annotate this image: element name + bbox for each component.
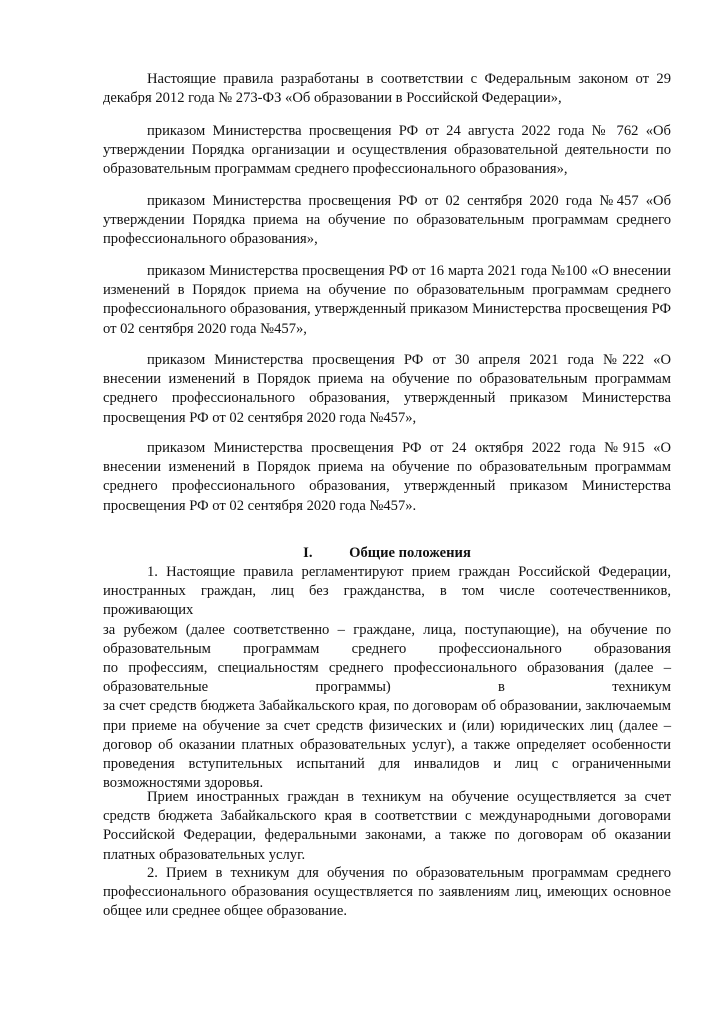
- clause-1-paragraph: [103, 563, 671, 793]
- clause-1-line: при приеме на обучение за счет средств физических и (или) юридических лиц (далее –: [103, 717, 671, 734]
- clause-1-line: 1. Настоящие правила регламентируют прием граждан Российской Федерации,: [147, 564, 671, 580]
- clause-1-line: по профессиям, специальностям среднего профессионального образования (далее –: [103, 660, 671, 677]
- order-paragraph-2: приказом Министерства просвещения РФ от 02 сентября 2020 года №457 «Об утверждении Порядка приема на обучение по образовательным программам среднего профессионального образования»,: [103, 193, 671, 248]
- clause-1-line: договор об оказании платных образовательных услуг), а также определяет особенности: [103, 736, 671, 753]
- intro-paragraph: Настоящие правила разработаны в соответствии с Федеральным законом от 29 декабря 2012 года № 273-ФЗ «Об образовании в Российской Федерации»,: [103, 71, 671, 107]
- clause-1-line: проведения вступительных испытаний для инвалидов и лиц с ограниченными: [103, 756, 671, 773]
- clause-1-line: за счет средств бюджета Забайкальского края, по договорам об образовании, заключаемым: [103, 698, 671, 715]
- section-heading: [103, 544, 671, 563]
- section-title: Общие положения: [349, 545, 471, 561]
- clause-1-line: образовательным программам среднего профессионального образования: [103, 640, 671, 657]
- clause-1-line: возможностями здоровья.: [103, 775, 264, 792]
- order-paragraph-4: приказом Министерства просвещения РФ от 30 апреля 2021 года №222 «О внесении изменений в Порядок приема на обучение по образовательным программам среднего профессионального образования, утвержденный приказом Министерства просвещения РФ от 02 сентября 2020 года №457»,: [103, 352, 671, 426]
- clause-1-line: образовательные программы) в техникум: [103, 679, 671, 696]
- order-paragraph-5: приказом Министерства просвещения РФ от 24 октября 2022 года №915 «О внесении изменений в Порядок приема на обучение по образовательным программам среднего профессионального образования, утвержденный приказом Министерства просвещения РФ от 02 сентября 2020 года №457».: [103, 440, 671, 514]
- clause-2-paragraph: 2. Прием в техникум для обучения по образовательным программам среднего профессионального образования осуществляется по заявлениям лиц, имеющих основное общее или среднее общее образование.: [103, 865, 671, 920]
- clause-1-line: иностранных граждан, лиц без гражданства, в том числе соотечественников, проживающих: [103, 583, 671, 619]
- order-paragraph-3: приказом Министерства просвещения РФ от 16 марта 2021 года №100 «О внесении изменений в Порядок приема на обучение по образовательным программам среднего профессионального образования, утвержденный приказом Министерства просвещения РФ от 02 сентября 2020 года №457»,: [103, 263, 671, 337]
- foreign-citizens-paragraph: Прием иностранных граждан в техникум на обучение осуществляется за счет средств бюджета Забайкальского края в соответствии с международными договорами Российской Федерации, федеральными законами, а также по договорам об оказании платных образовательных услуг.: [103, 789, 671, 863]
- clause-1-line: за рубежом (далее соответственно – граждане, лица, поступающие), на обучение по: [103, 621, 671, 638]
- order-paragraph-1: приказом Министерства просвещения РФ от 24 августа 2022 года № 762 «Об утверждении Порядка организации и осуществления образовательной деятельности по образовательным программам среднего профессионального образования»,: [103, 123, 671, 178]
- section-number: I.: [303, 545, 313, 561]
